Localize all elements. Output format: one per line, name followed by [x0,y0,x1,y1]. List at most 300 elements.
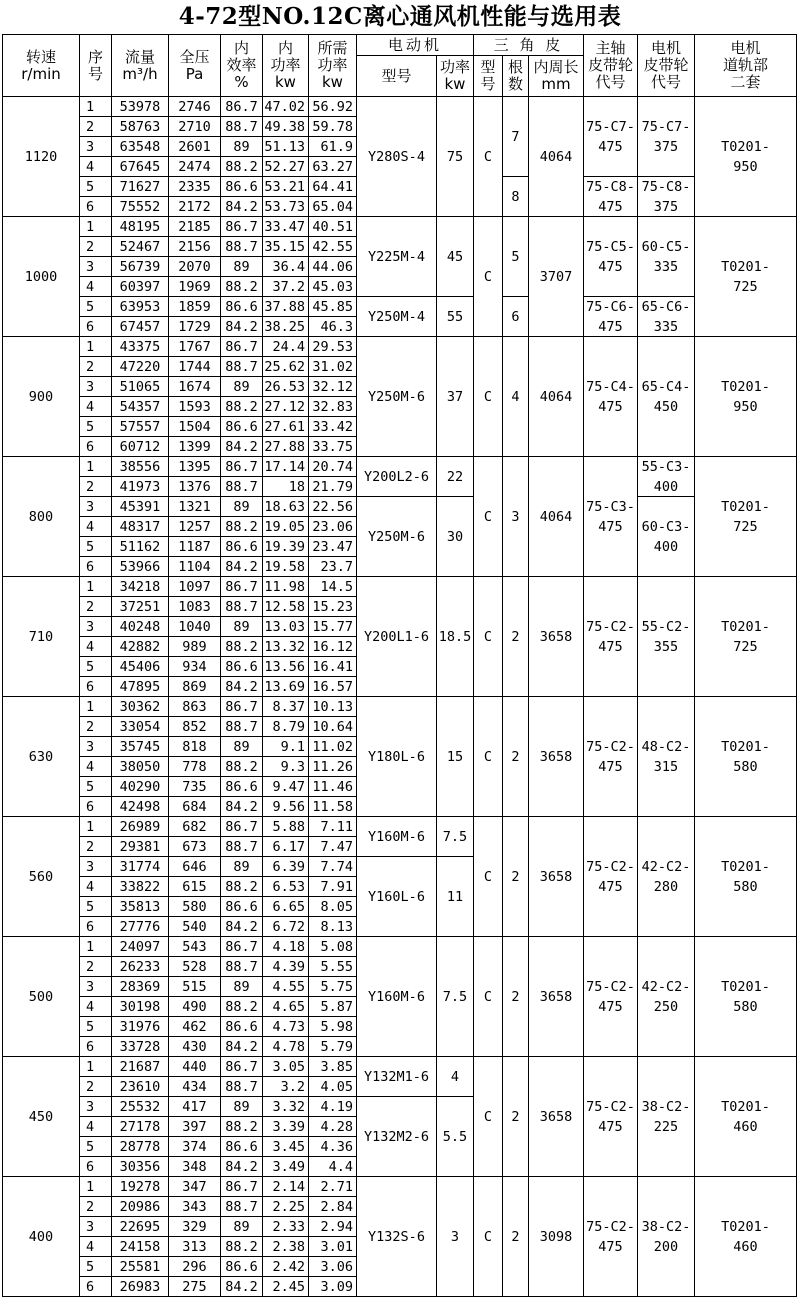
pressure-value: 1399 [168,436,221,457]
inner-power-value: 5.88 [262,816,309,837]
main-pulley-code: 75-C5- 475 [583,216,638,297]
required-power-value: 11.46 [308,776,357,797]
inner-power-value: 18 [262,476,309,497]
required-power-value: 15.77 [308,616,357,637]
motor-rail-code: T0201- 725 [694,576,797,697]
belt-length: 3658 [528,936,584,1057]
efficiency-value: 86.6 [220,176,263,197]
efficiency-value: 89 [220,1096,263,1117]
required-power-value: 59.78 [308,116,357,137]
required-power-value: 33.42 [308,416,357,437]
motor-power: 45 [436,216,474,297]
pressure-value: 1729 [168,316,221,337]
inner-power-value: 47.02 [262,96,309,117]
inner-power-value: 4.65 [262,996,309,1017]
belt-count: 6 [502,296,529,337]
belt-count: 2 [502,936,529,1057]
flow-value: 42882 [111,636,169,657]
required-power-value: 56.92 [308,96,357,117]
pressure-value: 869 [168,676,221,697]
required-power-value: 45.03 [308,276,357,297]
inner-power-value: 27.88 [262,436,309,457]
required-power-value: 8.05 [308,896,357,917]
motor-pulley-code: 38-C2- 225 [637,1056,695,1177]
row-index: 1 [79,216,112,237]
row-index: 6 [79,1156,112,1177]
row-index: 2 [79,356,112,377]
flow-value: 45391 [111,496,169,517]
flow-value: 42498 [111,796,169,817]
row-index: 6 [79,436,112,457]
belt-type: C [473,576,503,697]
row-index: 3 [79,976,112,997]
pressure-value: 430 [168,1036,221,1057]
required-power-value: 33.75 [308,436,357,457]
efficiency-value: 86.7 [220,936,263,957]
required-power-value: 7.11 [308,816,357,837]
required-power-value: 3.09 [308,1276,357,1297]
efficiency-value: 84.2 [220,556,263,577]
belt-type: C [473,696,503,817]
required-power-value: 14.5 [308,576,357,597]
belt-count: 7 [502,96,529,177]
efficiency-value: 86.7 [220,696,263,717]
row-index: 4 [79,996,112,1017]
inner-power-value: 9.47 [262,776,309,797]
required-power-value: 21.79 [308,476,357,497]
belt-count: 5 [502,216,529,297]
row-index: 4 [79,1236,112,1257]
inner-power-value: 3.45 [262,1136,309,1157]
flow-value: 40290 [111,776,169,797]
motor-rail-code: T0201- 725 [694,216,797,337]
row-index: 3 [79,136,112,157]
pressure-value: 313 [168,1236,221,1257]
efficiency-value: 88.7 [220,596,263,617]
header-belt-type: 型 号 [473,55,503,97]
efficiency-value: 89 [220,256,263,277]
efficiency-value: 84.2 [220,1036,263,1057]
required-power-value: 31.02 [308,356,357,377]
row-index: 5 [79,776,112,797]
row-index: 2 [79,476,112,497]
pressure-value: 1969 [168,276,221,297]
motor-power: 7.5 [436,816,474,857]
efficiency-value: 84.2 [220,196,263,217]
efficiency-value: 88.2 [220,516,263,537]
flow-value: 20986 [111,1196,169,1217]
required-power-value: 8.13 [308,916,357,937]
row-index: 4 [79,756,112,777]
inner-power-value: 2.38 [262,1236,309,1257]
row-index: 3 [79,496,112,517]
belt-length: 3098 [528,1176,584,1297]
required-power-value: 3.01 [308,1236,357,1257]
efficiency-value: 88.2 [220,1116,263,1137]
row-index: 1 [79,1176,112,1197]
efficiency-value: 86.6 [220,1016,263,1037]
belt-length: 3658 [528,1056,584,1177]
row-index: 2 [79,836,112,857]
required-power-value: 7.91 [308,876,357,897]
motor-pulley-code: 65-C4- 450 [637,336,695,457]
belt-length: 3658 [528,696,584,817]
efficiency-value: 84.2 [220,916,263,937]
efficiency-value: 88.2 [220,1236,263,1257]
motor-power: 75 [436,96,474,217]
pressure-value: 2070 [168,256,221,277]
row-index: 1 [79,456,112,477]
required-power-value: 32.83 [308,396,357,417]
efficiency-value: 89 [220,376,263,397]
row-index: 2 [79,116,112,137]
inner-power-value: 3.32 [262,1096,309,1117]
efficiency-value: 86.7 [220,576,263,597]
pressure-value: 1395 [168,456,221,477]
header-belt-count: 根 数 [502,55,529,97]
required-power-value: 16.41 [308,656,357,677]
row-index: 5 [79,176,112,197]
flow-value: 45406 [111,656,169,677]
required-power-value: 11.02 [308,736,357,757]
required-power-value: 3.06 [308,1256,357,1277]
row-index: 5 [79,656,112,677]
row-index: 6 [79,1036,112,1057]
header-belt-group: 三 角 皮 [473,34,584,56]
motor-pulley-code: 48-C2- 315 [637,696,695,817]
pressure-value: 329 [168,1216,221,1237]
motor-pulley-code: 42-C2- 280 [637,816,695,937]
speed-cell: 710 [2,576,80,697]
pressure-value: 397 [168,1116,221,1137]
required-power-value: 44.06 [308,256,357,277]
header-motor-model: 型号 [356,55,437,97]
pressure-value: 515 [168,976,221,997]
inner-power-value: 33.47 [262,216,309,237]
belt-count: 2 [502,696,529,817]
header-main-pulley: 主轴 皮带轮 代号 [583,34,638,97]
required-power-value: 64.41 [308,176,357,197]
pressure-value: 2474 [168,156,221,177]
inner-power-value: 18.63 [262,496,309,517]
header-pressure: 全压 Pa [168,34,221,97]
row-index: 5 [79,1256,112,1277]
belt-length: 4064 [528,456,584,577]
flow-value: 41973 [111,476,169,497]
required-power-value: 4.36 [308,1136,357,1157]
motor-power: 30 [436,496,474,577]
efficiency-value: 86.7 [220,456,263,477]
efficiency-value: 88.2 [220,636,263,657]
inner-power-value: 26.53 [262,376,309,397]
efficiency-value: 84.2 [220,676,263,697]
efficiency-value: 88.2 [220,396,263,417]
row-index: 4 [79,1116,112,1137]
flow-value: 38556 [111,456,169,477]
required-power-value: 5.75 [308,976,357,997]
inner-power-value: 3.39 [262,1116,309,1137]
header-speed: 转速 r/min [2,34,80,97]
motor-power: 5.5 [436,1096,474,1177]
efficiency-value: 86.6 [220,536,263,557]
required-power-value: 45.85 [308,296,357,317]
inner-power-value: 2.42 [262,1256,309,1277]
inner-power-value: 27.12 [262,396,309,417]
flow-value: 47895 [111,676,169,697]
main-pulley-code: 75-C8- 475 [583,176,638,217]
pressure-value: 1257 [168,516,221,537]
motor-model: Y200L2-6 [356,456,437,497]
motor-pulley-code: 60-C5- 335 [637,216,695,297]
main-pulley-code: 75-C2- 475 [583,936,638,1057]
motor-rail-code: T0201- 950 [694,96,797,217]
motor-pulley-code: 42-C2- 250 [637,936,695,1057]
row-index: 1 [79,816,112,837]
belt-length: 3658 [528,576,584,697]
pressure-value: 543 [168,936,221,957]
row-index: 3 [79,1216,112,1237]
row-index: 1 [79,696,112,717]
motor-model: Y250M-6 [356,336,437,457]
flow-value: 24158 [111,1236,169,1257]
inner-power-value: 3.49 [262,1156,309,1177]
efficiency-value: 89 [220,616,263,637]
flow-value: 63953 [111,296,169,317]
flow-value: 37251 [111,596,169,617]
efficiency-value: 88.7 [220,1076,263,1097]
efficiency-value: 88.7 [220,1196,263,1217]
row-index: 6 [79,196,112,217]
required-power-value: 3.85 [308,1056,357,1077]
motor-power: 22 [436,456,474,497]
row-index: 2 [79,596,112,617]
pressure-value: 1744 [168,356,221,377]
pressure-value: 540 [168,916,221,937]
flow-value: 25581 [111,1256,169,1277]
motor-model: Y180L-6 [356,696,437,817]
pressure-value: 2335 [168,176,221,197]
pressure-value: 778 [168,756,221,777]
row-index: 2 [79,236,112,257]
main-pulley-code: 75-C2- 475 [583,1176,638,1297]
motor-model: Y200L1-6 [356,576,437,697]
flow-value: 35745 [111,736,169,757]
efficiency-value: 88.2 [220,276,263,297]
efficiency-value: 86.6 [220,776,263,797]
row-index: 3 [79,256,112,277]
flow-value: 71627 [111,176,169,197]
pressure-value: 490 [168,996,221,1017]
required-power-value: 16.57 [308,676,357,697]
pressure-value: 1321 [168,496,221,517]
main-pulley-code: 75-C2- 475 [583,1056,638,1177]
pressure-value: 296 [168,1256,221,1277]
belt-length: 3707 [528,216,584,337]
inner-power-value: 2.33 [262,1216,309,1237]
flow-value: 24097 [111,936,169,957]
flow-value: 30362 [111,696,169,717]
flow-value: 60397 [111,276,169,297]
efficiency-value: 86.6 [220,296,263,317]
required-power-value: 5.98 [308,1016,357,1037]
flow-value: 52467 [111,236,169,257]
required-power-value: 2.71 [308,1176,357,1197]
flow-value: 58763 [111,116,169,137]
flow-value: 67645 [111,156,169,177]
row-index: 1 [79,96,112,117]
pressure-value: 374 [168,1136,221,1157]
inner-power-value: 3.05 [262,1056,309,1077]
inner-power-value: 2.45 [262,1276,309,1297]
inner-power-value: 13.56 [262,656,309,677]
inner-power-value: 4.39 [262,956,309,977]
inner-power-value: 6.17 [262,836,309,857]
inner-power-value: 37.88 [262,296,309,317]
required-power-value: 32.12 [308,376,357,397]
row-index: 5 [79,536,112,557]
pressure-value: 863 [168,696,221,717]
pressure-value: 1767 [168,336,221,357]
motor-rail-code: T0201- 580 [694,696,797,817]
required-power-value: 4.4 [308,1156,357,1177]
main-pulley-code: 75-C7- 475 [583,96,638,177]
belt-count: 2 [502,816,529,937]
inner-power-value: 8.79 [262,716,309,737]
pressure-value: 1040 [168,616,221,637]
inner-power-value: 9.56 [262,796,309,817]
row-index: 3 [79,376,112,397]
row-index: 6 [79,1276,112,1297]
motor-rail-code: T0201- 580 [694,936,797,1057]
belt-type: C [473,216,503,337]
header-efficiency: 内 效率 % [220,34,263,97]
row-index: 3 [79,616,112,637]
header-belt-length: 内周长 mm [528,55,584,97]
flow-value: 22695 [111,1216,169,1237]
efficiency-value: 89 [220,1216,263,1237]
row-index: 6 [79,796,112,817]
flow-value: 23610 [111,1076,169,1097]
required-power-value: 4.28 [308,1116,357,1137]
efficiency-value: 86.7 [220,216,263,237]
efficiency-value: 88.2 [220,756,263,777]
motor-power: 3 [436,1176,474,1297]
pressure-value: 673 [168,836,221,857]
pressure-value: 2172 [168,196,221,217]
motor-model: Y160M-6 [356,936,437,1057]
belt-length: 4064 [528,96,584,217]
inner-power-value: 13.03 [262,616,309,637]
main-pulley-code: 75-C2- 475 [583,696,638,817]
pressure-value: 934 [168,656,221,677]
row-index: 4 [79,516,112,537]
pressure-value: 275 [168,1276,221,1297]
inner-power-value: 38.25 [262,316,309,337]
required-power-value: 11.26 [308,756,357,777]
row-index: 5 [79,1136,112,1157]
row-index: 5 [79,896,112,917]
efficiency-value: 88.2 [220,996,263,1017]
main-pulley-code: 75-C2- 475 [583,576,638,697]
motor-rail-code: T0201- 950 [694,336,797,457]
efficiency-value: 86.7 [220,1176,263,1197]
flow-value: 19278 [111,1176,169,1197]
motor-power: 7.5 [436,936,474,1057]
motor-model: Y132M2-6 [356,1096,437,1177]
motor-pulley-code: 38-C2- 200 [637,1176,695,1297]
inner-power-value: 24.4 [262,336,309,357]
header-motor-pulley: 电机 皮带轮 代号 [637,34,695,97]
motor-pulley-code: 75-C8- 375 [637,176,695,217]
row-index: 2 [79,716,112,737]
motor-power: 4 [436,1056,474,1097]
flow-value: 30356 [111,1156,169,1177]
required-power-value: 4.05 [308,1076,357,1097]
inner-power-value: 19.05 [262,516,309,537]
speed-cell: 630 [2,696,80,817]
required-power-value: 65.04 [308,196,357,217]
pressure-value: 1859 [168,296,221,317]
required-power-value: 15.23 [308,596,357,617]
motor-pulley-code: 65-C6- 335 [637,296,695,337]
belt-length: 4064 [528,336,584,457]
required-power-value: 4.19 [308,1096,357,1117]
flow-value: 26983 [111,1276,169,1297]
inner-power-value: 6.53 [262,876,309,897]
pressure-value: 417 [168,1096,221,1117]
flow-value: 27776 [111,916,169,937]
speed-cell: 1120 [2,96,80,217]
required-power-value: 10.13 [308,696,357,717]
flow-value: 48195 [111,216,169,237]
belt-length: 3658 [528,816,584,937]
row-index: 4 [79,396,112,417]
speed-cell: 900 [2,336,80,457]
efficiency-value: 89 [220,736,263,757]
pressure-value: 1104 [168,556,221,577]
inner-power-value: 2.14 [262,1176,309,1197]
header-motor-power: 功率 kw [436,55,474,97]
pressure-value: 852 [168,716,221,737]
header-flow: 流量 m³/h [111,34,169,97]
belt-count: 4 [502,336,529,457]
flow-value: 25532 [111,1096,169,1117]
inner-power-value: 6.72 [262,916,309,937]
pressure-value: 1504 [168,416,221,437]
required-power-value: 11.58 [308,796,357,817]
flow-value: 53978 [111,96,169,117]
flow-value: 53966 [111,556,169,577]
efficiency-value: 89 [220,976,263,997]
required-power-value: 40.51 [308,216,357,237]
flow-value: 29381 [111,836,169,857]
efficiency-value: 86.7 [220,1056,263,1077]
flow-value: 38050 [111,756,169,777]
inner-power-value: 19.58 [262,556,309,577]
inner-power-value: 49.38 [262,116,309,137]
motor-pulley-code: 60-C3- 400 [637,496,695,577]
flow-value: 48317 [111,516,169,537]
inner-power-value: 4.73 [262,1016,309,1037]
flow-value: 27178 [111,1116,169,1137]
pressure-value: 682 [168,816,221,837]
required-power-value: 2.84 [308,1196,357,1217]
efficiency-value: 89 [220,136,263,157]
flow-value: 31976 [111,1016,169,1037]
pressure-value: 348 [168,1156,221,1177]
motor-model: Y250M-6 [356,496,437,577]
pressure-value: 440 [168,1056,221,1077]
